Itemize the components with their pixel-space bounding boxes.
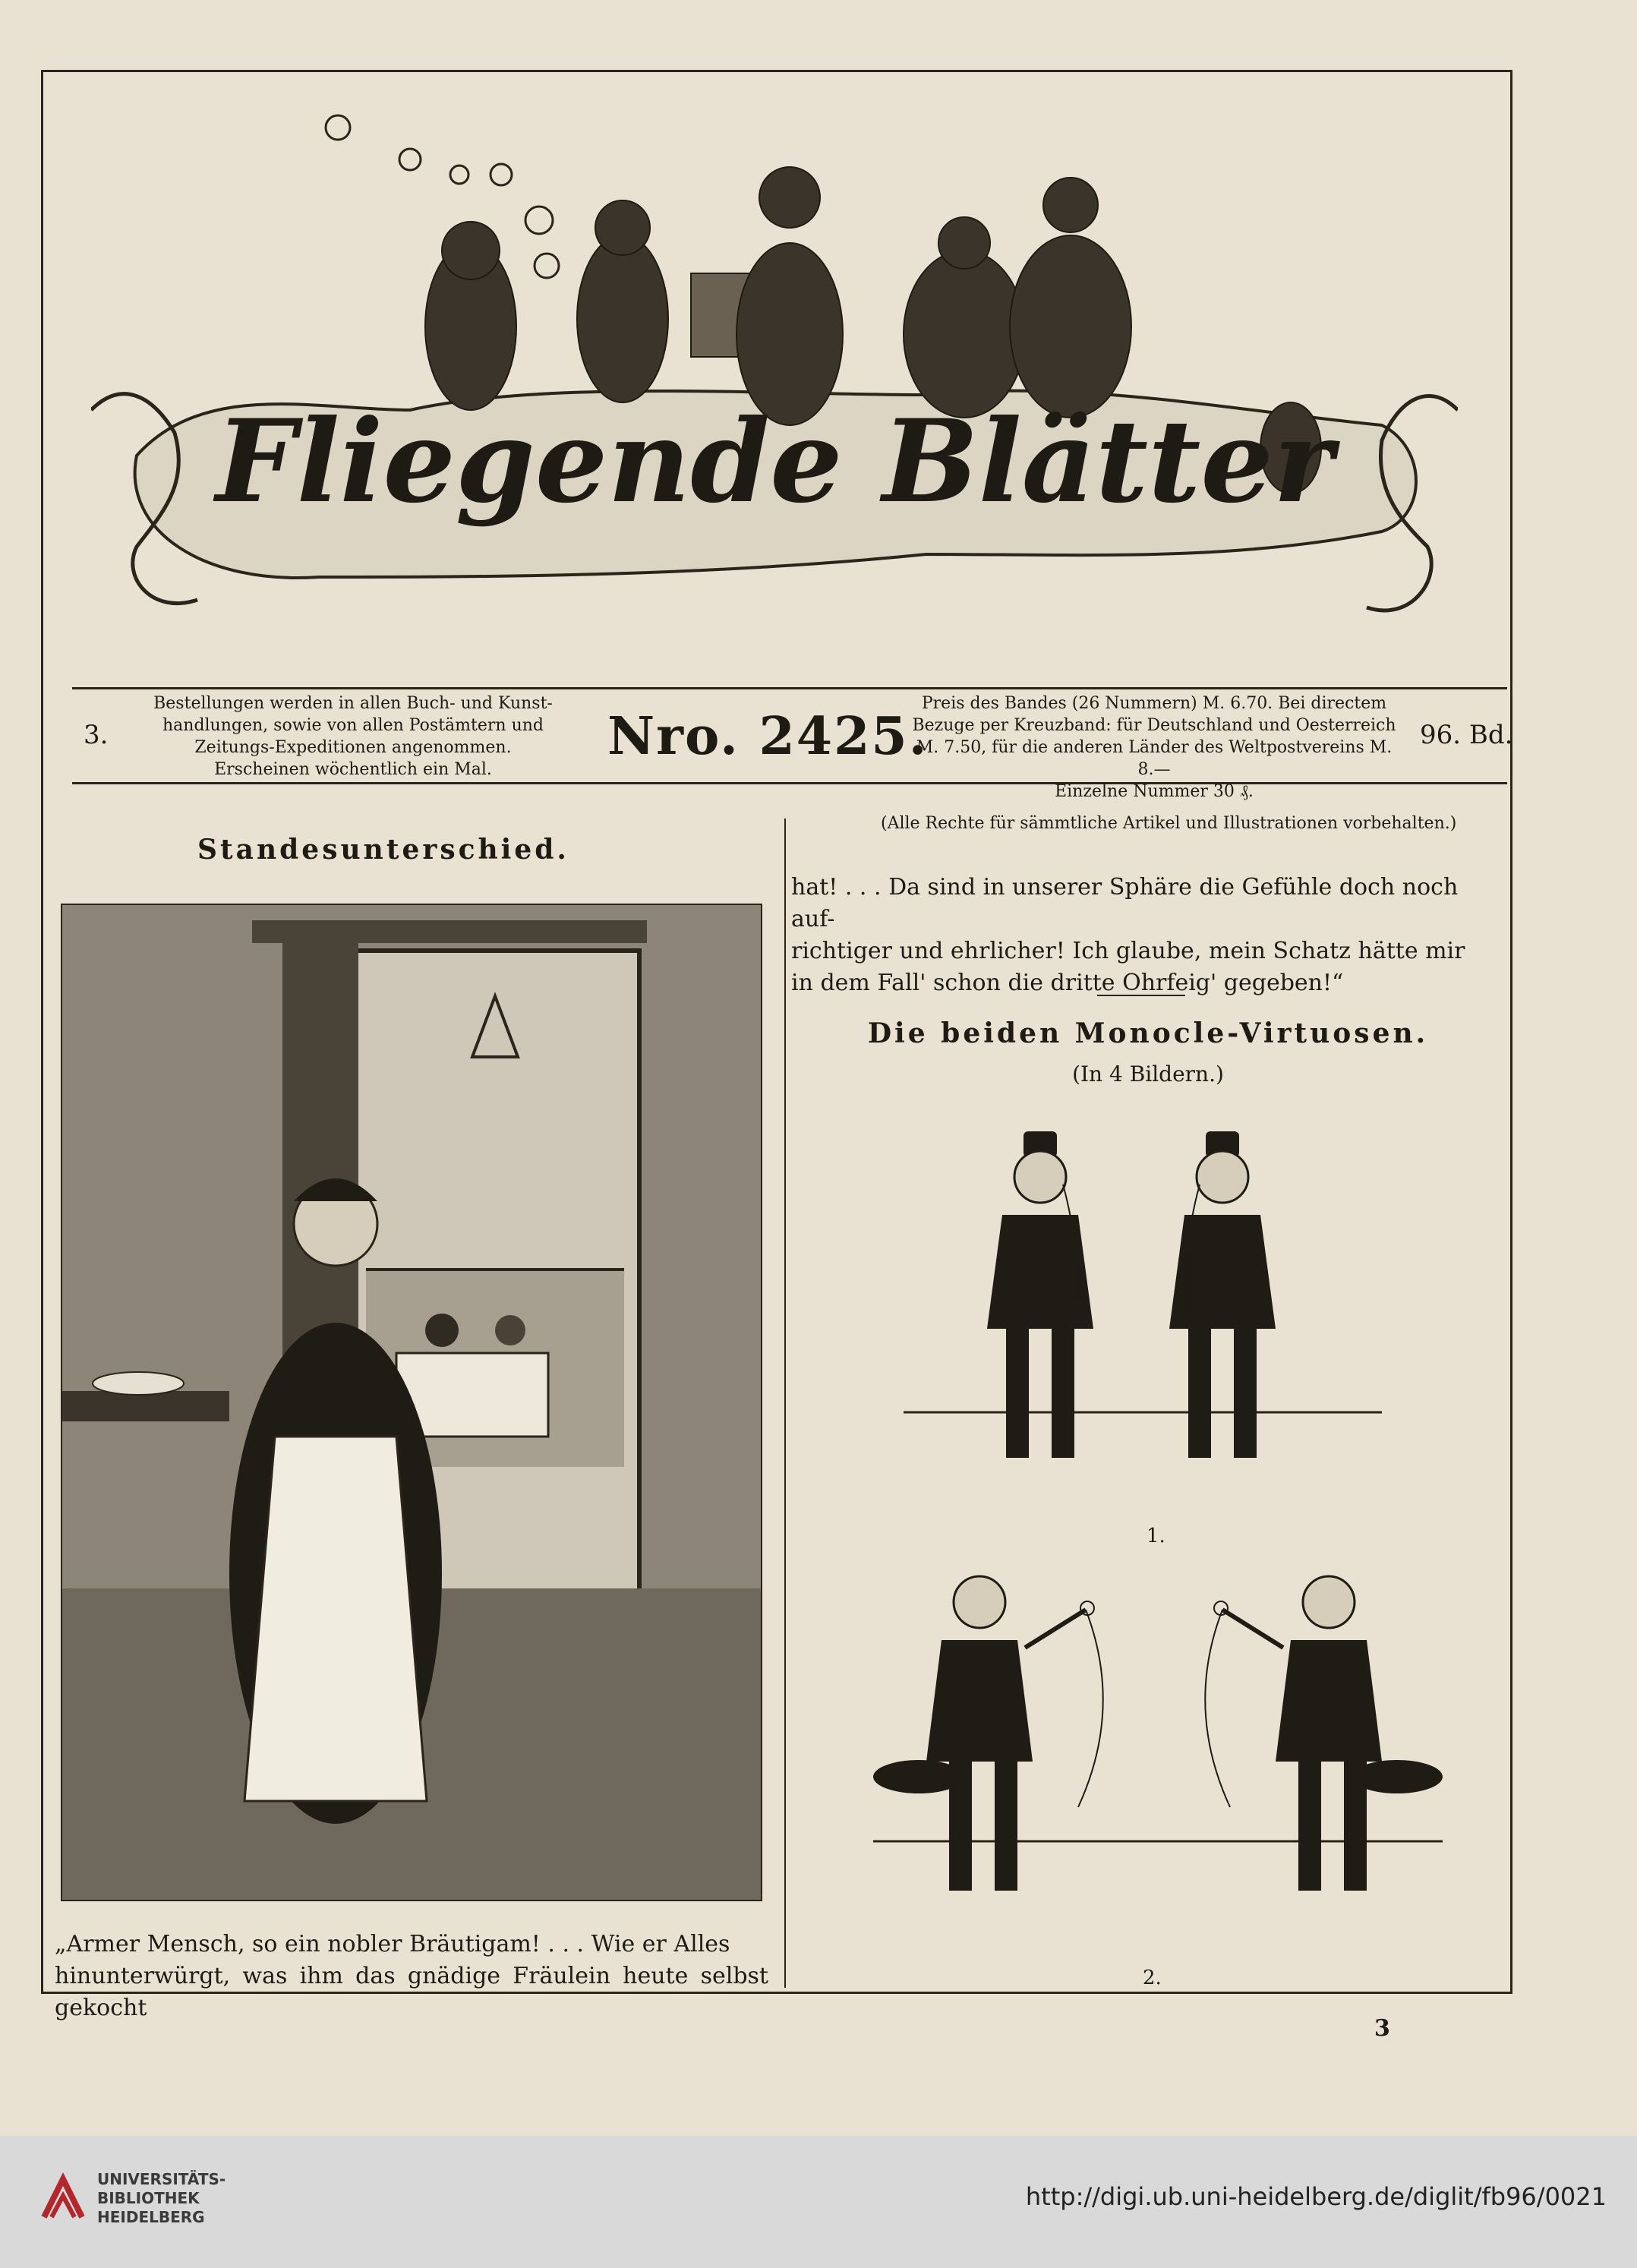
column-divider [784, 819, 786, 1988]
figure-label-2: 2. [1143, 1967, 1162, 1989]
header-rule-top [72, 687, 1507, 689]
text-line: richtiger und ehrlicher! Ich glaube, mein Schatz hätte mir [791, 938, 1465, 964]
subscription-line: Bestellungen werden in allen Buch- und Kunst- [153, 694, 553, 713]
caption-line: hinunterwürgt, was ihm das gnädige Fräulein heute selbst gekocht [55, 1963, 768, 2021]
logo-line: UNIVERSITÄTS- [97, 2170, 226, 2188]
cartoon-panel-1 [866, 1116, 1397, 1511]
subscription-line: Zeitungs-Expeditionen angenommen. [194, 738, 512, 757]
right-article-subtitle: (In 4 Bildern.) [1072, 1061, 1224, 1087]
issue-number: Nro. 2425. [607, 706, 929, 767]
logo-line: BIBLIOTHEK [97, 2189, 200, 2207]
masthead-title: Fliegende Blätter [216, 395, 1333, 528]
source-url-link[interactable]: http://digi.ub.uni-heidelberg.de/diglit/fb96/0021 [1025, 2182, 1607, 2211]
volume-number: 96. Bd. [1420, 720, 1513, 750]
logo-line: HEIDELBERG [97, 2208, 205, 2226]
price-line: Preis des Bandes (26 Nummern) M. 6.70. Bei directem [921, 694, 1387, 713]
subscription-info [129, 692, 577, 781]
rights-notice: (Alle Rechte für sämmtliche Artikel und Illustrationen vorbehalten.) [881, 814, 1457, 833]
price-line: M. 7.50, für die anderen Länder des Weltpostvereins M. 8.— [916, 738, 1393, 779]
right-article-title: Die beiden Monocle-Virtuosen. [867, 1017, 1429, 1049]
left-article-caption [55, 1929, 768, 2024]
masthead [91, 91, 1458, 676]
price-info [911, 692, 1397, 803]
subscription-line: Erscheinen wöchentlich ein Mal. [214, 760, 492, 779]
library-logo-icon [36, 2172, 90, 2225]
caption-line: „Armer Mensch, so ein nobler Bräutigam! . . . Wie er Alles [55, 1931, 730, 1957]
page-number: 3 [1374, 2015, 1390, 2042]
cartoon-panel-2 [850, 1557, 1458, 1951]
figure-label-1: 1. [1147, 1525, 1165, 1547]
issue-sequence: 3. [84, 720, 109, 750]
price-line: Einzelne Nummer 30 ₰. [1055, 782, 1254, 801]
subscription-line: handlungen, sowie von allen Postämtern und [162, 716, 544, 735]
library-logo-text [97, 2170, 226, 2227]
left-article-title: Standesunterschied. [197, 834, 569, 866]
text-line: in dem Fall' schon die dritte Ohrfeig' gegeben!“ [791, 970, 1344, 996]
text-line: hat! . . . Da sind in unserer Sphäre die Gefühle doch noch auf- [791, 874, 1459, 932]
continued-text [791, 872, 1505, 999]
masthead-illustration [91, 91, 1458, 676]
maid-illustration [61, 904, 762, 1901]
price-line: Bezuge per Kreuzband: für Deutschland und Oesterreich [912, 716, 1396, 735]
section-separator [1097, 995, 1185, 996]
